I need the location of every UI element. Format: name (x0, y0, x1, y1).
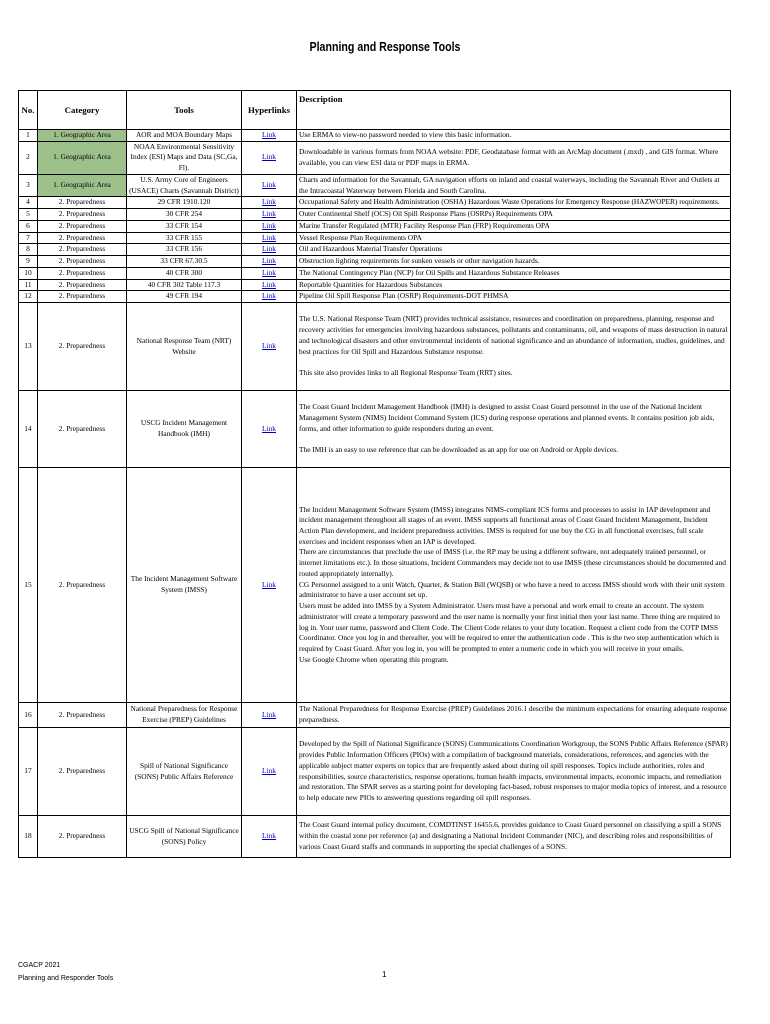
row-hyperlink-cell (242, 174, 297, 196)
row-description (297, 209, 731, 221)
row-category: 2. Preparedness (38, 291, 127, 303)
row-tool: U.S. Army Core of Engineers (USACE) Charts (Savannah District) (127, 174, 242, 196)
row-hyperlink-cell (242, 303, 297, 391)
table-row (19, 267, 731, 279)
row-description (297, 267, 731, 279)
row-number: 3 (19, 174, 38, 196)
row-tool: 33 CFR 156 (127, 244, 242, 256)
row-hyperlink-cell (242, 279, 297, 291)
row-tool: AOR and MOA Boundary Maps (127, 130, 242, 142)
row-category: 2. Preparedness (38, 197, 127, 209)
row-link[interactable]: Link (262, 197, 276, 207)
row-link[interactable]: Link (262, 220, 276, 230)
row-hyperlink-cell (242, 391, 297, 468)
row-category: 2. Preparedness (38, 728, 127, 816)
row-category: 2. Preparedness (38, 391, 127, 468)
row-hyperlink-cell (242, 130, 297, 142)
table-row (19, 703, 731, 728)
row-tool: 30 CFR 254 (127, 209, 242, 221)
description-paragraph: Use Google Chrome when operating this program. (299, 654, 449, 664)
row-description (297, 468, 731, 703)
row-category: 2. Preparedness (38, 267, 127, 279)
row-hyperlink-cell (242, 728, 297, 816)
row-tool: 49 CFR 194 (127, 291, 242, 303)
footer-doc-id: CGACP 2021 (18, 962, 61, 969)
row-number: 5 (19, 209, 38, 221)
description-paragraph: The Coast Guard internal policy document, COMDTINST 16455.6, provides guidance to Coast Guard personnel on classifying a spill a SONS within the coastal zone per reference (a) and designating a National Incident Commander (NIC), and describing roles and responsibilities of various Coast Guard staffs and commands in supporting the special challenges of a SONS. (299, 820, 722, 851)
row-hyperlink-cell (242, 220, 297, 232)
row-link[interactable]: Link (262, 831, 276, 841)
row-number: 1 (19, 130, 38, 142)
description-paragraph: Marine Transfer Regulated (MTR) Facility Response Plan (FRP) Requirements OPA (299, 220, 550, 230)
row-category: 2. Preparedness (38, 303, 127, 391)
row-number: 17 (19, 728, 38, 816)
page-number: 1 (382, 970, 387, 979)
row-link[interactable]: Link (262, 279, 276, 289)
row-category: 2. Preparedness (38, 220, 127, 232)
row-description (297, 391, 731, 468)
description-paragraph: Charts and information for the Savannah, GA navigation efforts on inland and coastal waterways, including the Savannah River and Outlets at the Intracoastal Waterway between Florida and South Carolina. (299, 174, 720, 195)
row-hyperlink-cell (242, 209, 297, 221)
description-paragraph: There are circumstances that preclude the use of IMSS (i.e. the RP may be using a different software, not adequately trained personnel, or internet limitations etc.). In those situations, Incident Commanders may decide not to use IMSS (these circumstances should be documented and routed appropriately internally). (299, 547, 726, 578)
row-hyperlink-cell (242, 197, 297, 209)
description-paragraph: This site also provides links to all Regional Response Team (RRT) sites. (299, 367, 513, 377)
row-category: 2. Preparedness (38, 232, 127, 244)
row-link[interactable]: Link (262, 130, 276, 139)
description-paragraph: Users must be added into IMSS by a System Administrator. Users must have a personal and work email to create an account. The system administrator will create a temporary password and the user name is normally your first initial then your last name. Three thing are required to log in. Your user name, password and Client Code. The Client Code relates to your duty location. Request a client code from the COTP IMSS Coordinator. Once you log in and thereafter, you will be required to enter the authentication code . This is the two step authentication which is required by Coast Guard. After you log in, you will be prompted to enter a numeric code in which you will receive in your emails. (299, 601, 720, 654)
row-category: 2. Preparedness (38, 703, 127, 728)
description-paragraph (299, 357, 728, 368)
row-hyperlink-cell (242, 232, 297, 244)
description-paragraph (299, 434, 728, 445)
table-body (19, 130, 731, 858)
row-description (297, 130, 731, 142)
description-paragraph: Pipeline Oil Spill Response Plan (OSRP) Requirements-DOT PHMSA (299, 291, 509, 301)
table-row (19, 303, 731, 391)
row-description (297, 220, 731, 232)
row-description (297, 232, 731, 244)
row-description (297, 291, 731, 303)
row-number: 14 (19, 391, 38, 468)
row-link[interactable]: Link (262, 256, 276, 266)
description-paragraph: Outer Continental Shelf (OCS) Oil Spill Response Plans (OSRPs) Requirements OPA (299, 209, 553, 219)
row-hyperlink-cell (242, 267, 297, 279)
row-hyperlink-cell (242, 703, 297, 728)
row-hyperlink-cell (242, 141, 297, 174)
row-number: 18 (19, 816, 38, 858)
row-link[interactable]: Link (262, 152, 276, 162)
row-number: 12 (19, 291, 38, 303)
table-row (19, 197, 731, 209)
row-tool: 33 CFR 155 (127, 232, 242, 244)
description-paragraph: Oil and Hazardous Material Transfer Operations (299, 244, 443, 254)
row-category: 2. Preparedness (38, 244, 127, 256)
description-paragraph: Downloadable in various formats from NOAA website: PDF, Geodatabase format with an ArcMap document (.mxd) , and GIS format. Where available, you can view ESI data or PDF maps in ERMA. (299, 147, 719, 167)
row-tool: USCG Incident Management Handbook (IMH) (127, 391, 242, 468)
table-header-row (19, 91, 731, 130)
row-number: 15 (19, 468, 38, 703)
row-category: 2. Preparedness (38, 468, 127, 703)
table-row (19, 220, 731, 232)
description-paragraph: Vessel Response Plan Requirements OPA (299, 232, 422, 242)
row-link[interactable]: Link (262, 766, 276, 776)
row-link[interactable]: Link (262, 180, 276, 190)
row-hyperlink-cell (242, 816, 297, 858)
footer-doc-title: Planning and Responder Tools (18, 975, 114, 983)
row-link[interactable]: Link (262, 579, 276, 589)
header-description: Description (297, 91, 731, 130)
row-link[interactable]: Link (262, 209, 276, 219)
row-link[interactable]: Link (262, 267, 276, 277)
description-paragraph: The IMH is an easy to use reference that can be downloaded as an app for use on Android or Apple devices. (299, 445, 618, 455)
row-link[interactable]: Link (262, 341, 276, 351)
row-tool: 40 CFR 302 Table 117.3 (127, 279, 242, 291)
row-description (297, 728, 731, 816)
row-hyperlink-cell (242, 256, 297, 268)
row-tool: National Response Team (NRT) Website (127, 303, 242, 391)
table-row (19, 174, 731, 196)
row-tool: USCG Spill of National Significance (SONS) Policy (127, 816, 242, 858)
row-link[interactable]: Link (262, 232, 276, 242)
footer (18, 959, 113, 986)
row-tool: 40 CFR 300 (127, 267, 242, 279)
row-category: 1. Geographic Area (38, 174, 127, 196)
description-paragraph: The National Preparedness for Response Exercise (PREP) Guidelines 2016.1 describe the minimum expectations for ensuring adequate response preparedness. (299, 704, 728, 725)
row-category: 1. Geographic Area (38, 130, 127, 142)
row-link[interactable]: Link (262, 291, 276, 301)
row-description (297, 816, 731, 858)
description-paragraph: Use ERMA to view-no password needed to view this basic information. (299, 130, 512, 139)
row-number: 13 (19, 303, 38, 391)
table-row (19, 141, 731, 174)
row-tool: The Incident Management Software System (IMSS) (127, 468, 242, 703)
row-tool: NOAA Environmental Sensitivity Index (ESI) Maps and Data (SC,Ga, Fl). (127, 141, 242, 174)
row-category: 2. Preparedness (38, 209, 127, 221)
row-tool: National Preparedness for Response Exercise (PREP) Guidelines (127, 703, 242, 728)
row-category: 2. Preparedness (38, 816, 127, 858)
row-link[interactable]: Link (262, 244, 276, 254)
description-paragraph: Developed by the Spill of National Significance (SONS) Communications Coordination Workgroup, the SONS Public Affairs Reference (SPAR) provides Public Information Officers (PIOs) with a compilation of background materials, considerations, references, and agencies with the applicable subject matter experts on topics that are frequently asked about during oil spill responses. Topics include authorities, roles and responsibilities, source characteristics, response operations, human health impacts, environmental impacts, economic impacts, and remediation and restoration. The SPAR serves as a starting point for developing fact-based, robust responses to major media topics of interest, and a resource to help educate new PIOs to answering questions regarding oil spill responses. (299, 739, 728, 802)
row-description (297, 244, 731, 256)
description-paragraph: Obstruction lighting requirements for sunken vessels or other navigation hazards. (299, 256, 540, 266)
table-row (19, 244, 731, 256)
description-paragraph: The National Contingency Plan (NCP) for Oil Spills and Hazardous Substance Releases (299, 267, 560, 277)
tools-table (18, 90, 731, 858)
row-number: 11 (19, 279, 38, 291)
row-description (297, 174, 731, 196)
row-number: 4 (19, 197, 38, 209)
row-tool: 33 CFR 67.30.5 (127, 256, 242, 268)
row-link[interactable]: Link (262, 709, 276, 719)
table-row (19, 728, 731, 816)
row-number: 2 (19, 141, 38, 174)
description-paragraph: The Incident Management Software System (IMSS) integrates NIMS-compliant ICS forms and processes to assist in IAP development and incident management throughout all stages of an event. IMSS supports all functional areas of Coast Guard Incident Management, Incident Action Plan development, and incident preparedness activities. IMSS is required for use buy the CG in all functional exercises, full scale exercises and incident responses when an IAP is developed. (299, 504, 711, 546)
table-row (19, 256, 731, 268)
table-row (19, 209, 731, 221)
row-category: 2. Preparedness (38, 279, 127, 291)
header-tools: Tools (127, 91, 242, 130)
description-paragraph: Reportable Quantities for Hazardous Substances (299, 279, 443, 289)
row-number: 10 (19, 267, 38, 279)
row-number: 6 (19, 220, 38, 232)
table-row (19, 232, 731, 244)
row-hyperlink-cell (242, 244, 297, 256)
description-paragraph: The U.S. National Response Team (NRT) provides technical assistance, resources and coordination on preparedness, planning, response and recovery activities for emergencies involving hazardous substances, pollutants and contaminants, oil, and weapons of mass destruction in natural and technological disasters and other environmental incidents of national significance and an abundance of information, studies, guidelines, and best practices for Oil Spill and Hazardous Substance response. (299, 314, 728, 356)
row-hyperlink-cell (242, 468, 297, 703)
row-category: 1. Geographic Area (38, 141, 127, 174)
description-paragraph: Occupational Safety and Health Administration (OSHA) Hazardous Waste Operations for Emergency Response (HAZWOPER) requirements. (299, 197, 720, 207)
table-row (19, 130, 731, 142)
row-tool: 33 CFR 154 (127, 220, 242, 232)
row-description (297, 197, 731, 209)
header-no: No. (19, 91, 38, 130)
row-tool: 29 CFR 1910.120 (127, 197, 242, 209)
row-number: 7 (19, 232, 38, 244)
row-hyperlink-cell (242, 291, 297, 303)
table-row (19, 468, 731, 703)
table-row (19, 391, 731, 468)
row-number: 16 (19, 703, 38, 728)
row-description (297, 303, 731, 391)
row-number: 9 (19, 256, 38, 268)
row-description (297, 256, 731, 268)
table-row (19, 816, 731, 858)
table-row (19, 291, 731, 303)
header-hyperlinks: Hyperlinks (242, 91, 297, 130)
description-paragraph: The Coast Guard Incident Management Handbook (IMH) is designed to assist Coast Guard personnel in the use of the National Incident Management System (NIMS) Incident Command System (ICS) during response operations and planned events. It contains position job aids, forms, and other information to guide responders during an event. (299, 402, 715, 433)
row-number: 8 (19, 244, 38, 256)
row-tool: Spill of National Significance (SONS) Public Affairs Reference (127, 728, 242, 816)
row-description (297, 141, 731, 174)
header-category: Category (38, 91, 127, 130)
page-title: Planning and Response Tools (309, 40, 461, 54)
row-description (297, 279, 731, 291)
table-row (19, 279, 731, 291)
row-link[interactable]: Link (262, 423, 276, 433)
row-description (297, 703, 731, 728)
row-category: 2. Preparedness (38, 256, 127, 268)
description-paragraph: CG Personnel assigned to a unit Watch, Quarter, & Station Bill (WQSB) or who have a need to access IMSS should work with their unit system administrator to have a user account set up. (299, 579, 725, 600)
